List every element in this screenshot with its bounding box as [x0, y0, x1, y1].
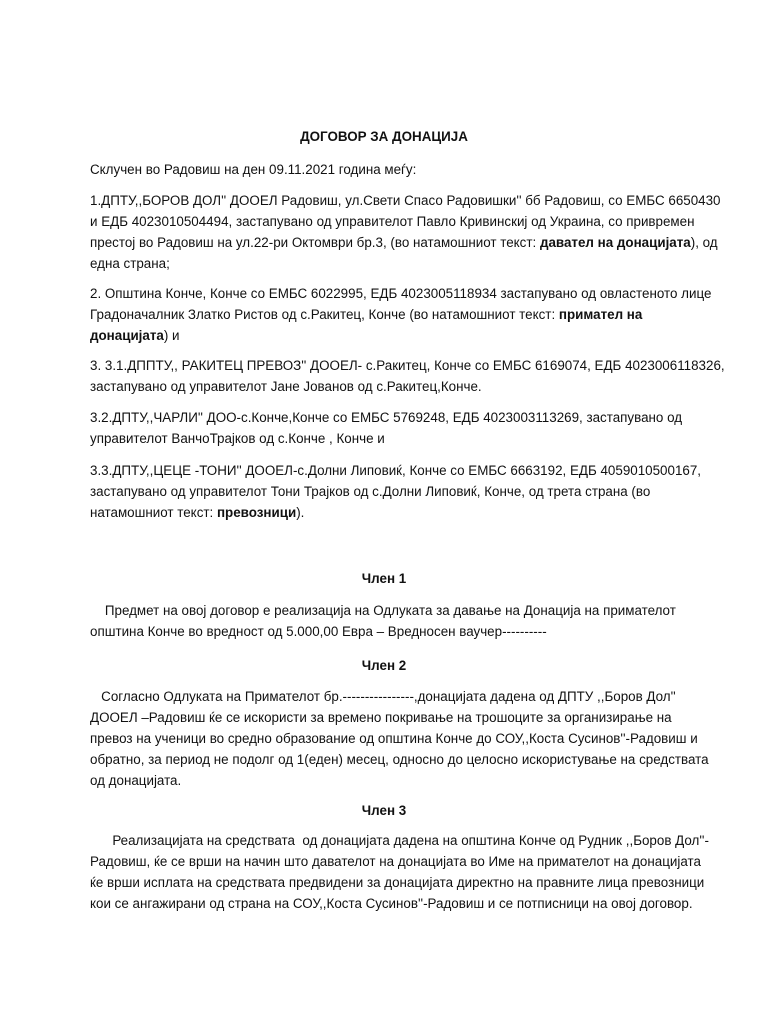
- carriers-term: превозници: [216, 505, 297, 520]
- article-3-line: кои се ангажирани од страна на СОУ,,Коста Сусинов''-Радовиш и се потписници на овој договор.: [90, 896, 693, 911]
- party-1-paragraph: [90, 190, 721, 274]
- article-1-line: општина Конче во вредност од 5.000,00 Евра – Вредносен ваучер----------: [90, 624, 547, 639]
- document-title: ДОГОВОР ЗА ДОНАЦИЈА: [300, 129, 468, 144]
- article-1-line: Предмет на овој договор е реализација на Одлуката за давање на Донација на примателот: [90, 603, 676, 618]
- party-1-text: ), од: [690, 235, 718, 250]
- party-1-line: [90, 232, 718, 253]
- party-3-1-line: застапувано од управителот Јане Јованов од с.Ракитец,Конче.: [90, 379, 482, 394]
- party-3-3-line: [90, 502, 690, 523]
- article-2-line: Согласно Одлуката на Примателот бр.----------------,донацијата дадена од ДПТУ ,,Боров Дол'': [90, 689, 676, 704]
- party-2-line: 2. Општина Конче, Конче со ЕМБС 6022995, ЕДБ 4023005118934 застапувано од овластеното лице: [90, 286, 712, 301]
- party-1-line: и ЕДБ 4023010504494, застапувано од управителот Павло Кривинскиј од Украина, со привремен: [90, 214, 695, 229]
- party-2-text: Градоначалник Златко Ристов од с.Ракитец, Конче (во натамошниот текст:: [90, 307, 559, 322]
- party-2-text: ) и: [163, 328, 180, 343]
- party-3-3-paragraph: [90, 460, 702, 523]
- party-2-paragraph: [90, 283, 712, 346]
- party-3-3-line: 3.3.ДПТУ,,ЦЕЦЕ -ТОНИ'' ДООЕЛ-с.Долни Липовиќ, Конче со ЕМБС 6663192, ЕДБ 4059010500167,: [90, 463, 702, 478]
- party-3-2-line: 3.2.ДПТУ,,ЧАРЛИ'' ДОО-с.Конче,Конче со ЕМБС 5769248, ЕДБ 4023003113269, застапувано од: [90, 410, 683, 425]
- article-2-line: од донацијата.: [90, 773, 182, 788]
- party-3-1-line: 3. 3.1.ДППТУ,, РАКИТЕЦ ПРЕВОЗ'' ДООЕЛ- с.Ракитец, Конче со ЕМБС 6169074, ЕДБ 4023006118326,: [90, 358, 725, 373]
- party-3-3-text: натамошниот текст:: [90, 505, 217, 520]
- party-2-line: [90, 304, 690, 325]
- party-1-line: една страна;: [90, 256, 170, 271]
- article-2-line: обратно, за период не подолг од 1(еден) месец, односно до целосно искористување на средствата: [90, 752, 709, 767]
- article-2-line: превоз на ученици во средно образование од општина Конче до СОУ,,Коста Сусинов''-Радовиш и: [90, 731, 698, 746]
- article-1-heading: Член 1: [361, 571, 407, 586]
- article-3-line: Радовиш, ќе се врши на начин што давателот на донацијата во Име на примателот на донацијата: [90, 854, 701, 869]
- article-3-line: ќе врши исплата на средствата предвидени за донацијата директно на правните лица превозници: [90, 875, 705, 890]
- article-3-paragraph: [90, 830, 709, 914]
- party-1-line: 1.ДПТУ,,БОРОВ ДОЛ'' ДООЕЛ Радовиш, ул.Свети Спасо Радовишки'' бб Радовиш, со ЕМБС 6650430: [90, 193, 721, 208]
- intro-paragraph: Склучен во Радовиш на ден 09.11.2021 година меѓу:: [90, 162, 417, 177]
- article-3-line: Реализацијата на средствата од донацијата дадена на општина Конче од Рудник ,,Боров Дол''-: [90, 833, 709, 848]
- recipient-term: примател на: [558, 307, 643, 322]
- article-2-line: ДООЕЛ –Радовиш ќе се искористи за времено покривање на трошоците за организирање на: [90, 710, 672, 725]
- party-3-2-paragraph: [90, 407, 690, 449]
- article-3-heading: Член 3: [361, 803, 407, 818]
- party-3-1-paragraph: [90, 355, 725, 397]
- recipient-term: донацијата: [90, 328, 164, 343]
- article-1-paragraph: [90, 600, 690, 642]
- party-1-text: престој во Радовиш на ул.22-ри Октомври бр.3, (во натамошниот текст:: [90, 235, 540, 250]
- article-2-heading: Член 2: [361, 658, 407, 673]
- party-3-2-line: управителот ВанчоТрајков од с.Конче , Конче и: [90, 431, 385, 446]
- article-2-paragraph: [90, 686, 709, 791]
- party-3-3-line: застапувано од управителот Тони Трајков од с.Долни Липовиќ, Конче, од трета страна (во: [90, 484, 651, 499]
- party-3-3-text: ).: [296, 505, 305, 520]
- party-2-line: [90, 325, 690, 346]
- donor-term: давател на донацијата: [539, 235, 691, 250]
